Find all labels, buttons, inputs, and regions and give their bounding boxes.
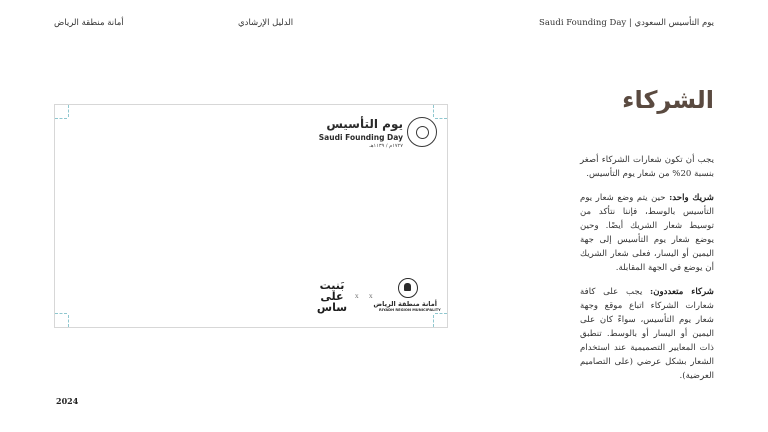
multi-partner-paragraph (580, 285, 714, 383)
guide-mark (68, 315, 69, 327)
founding-day-date: ١٧٢٧م / ١١٣٩هـ (369, 143, 403, 149)
guide-mark (68, 105, 69, 117)
single-partner-text: حين يتم وضع شعار يوم التأسيس بالوسط، فإننا نتأكد من توسيط شعار الشريك أيضًا. وحين يوضع شعار يوم التأسيس إلى جهة اليمين أو اليسار، فعلى شعار الشريك أن يوضع في الجهة المقابلة. (580, 193, 714, 273)
founding-day-arabic: يوم التأسيس (326, 117, 403, 131)
header-section-title: الدليل الإرشادي (238, 18, 294, 28)
header-document-title: يوم التأسيس السعودي | Saudi Founding Day (539, 18, 714, 28)
founding-day-emblem-icon (407, 117, 437, 147)
body-text (580, 153, 714, 393)
separator-mark: X (369, 294, 373, 300)
riyadh-logo-english: RIYADH REGION MUNICIPALITY (379, 308, 441, 312)
riyadh-logo-arabic: أمانة منطقة الرياض (373, 300, 437, 308)
guide-mark (433, 105, 434, 117)
partner-wordmark-logo: بَنيت على ساس (316, 279, 348, 314)
founding-day-logo (318, 117, 437, 153)
guide-mark (55, 118, 67, 119)
riyadh-municipality-logo (373, 278, 441, 320)
intro-paragraph: يجب أن تكون شعارات الشركاء أصغر بنسبة 20% من شعار يوم التأسيس. (580, 155, 714, 179)
multi-partner-label: شركاء متعددون: (650, 287, 714, 297)
page-title: الشركاء (622, 86, 714, 114)
partner-logos-row (313, 278, 441, 320)
single-partner-label: شريك واحد: (669, 193, 714, 203)
guide-mark (55, 313, 67, 314)
single-partner-paragraph (580, 191, 714, 275)
palm-emblem-icon (398, 278, 418, 298)
multi-partner-text: يجب على كافة شعارات الشركاء اتباع موقع وجهة شعار يوم التأسيس، سواءً كان على اليمين أو اليسار أو بالوسط. تنطبق ذات المعايير التصميمية عند استخدام الشعار بشكل عرضي (على التصاميم العرضية). (580, 287, 714, 381)
founding-day-english: Saudi Founding Day (318, 133, 403, 142)
separator-mark: X (355, 294, 359, 300)
header-organization: أمانة منطقة الرياض (54, 18, 124, 28)
logo-placement-mockup (54, 104, 448, 328)
footer-year: 2024 (56, 396, 79, 406)
